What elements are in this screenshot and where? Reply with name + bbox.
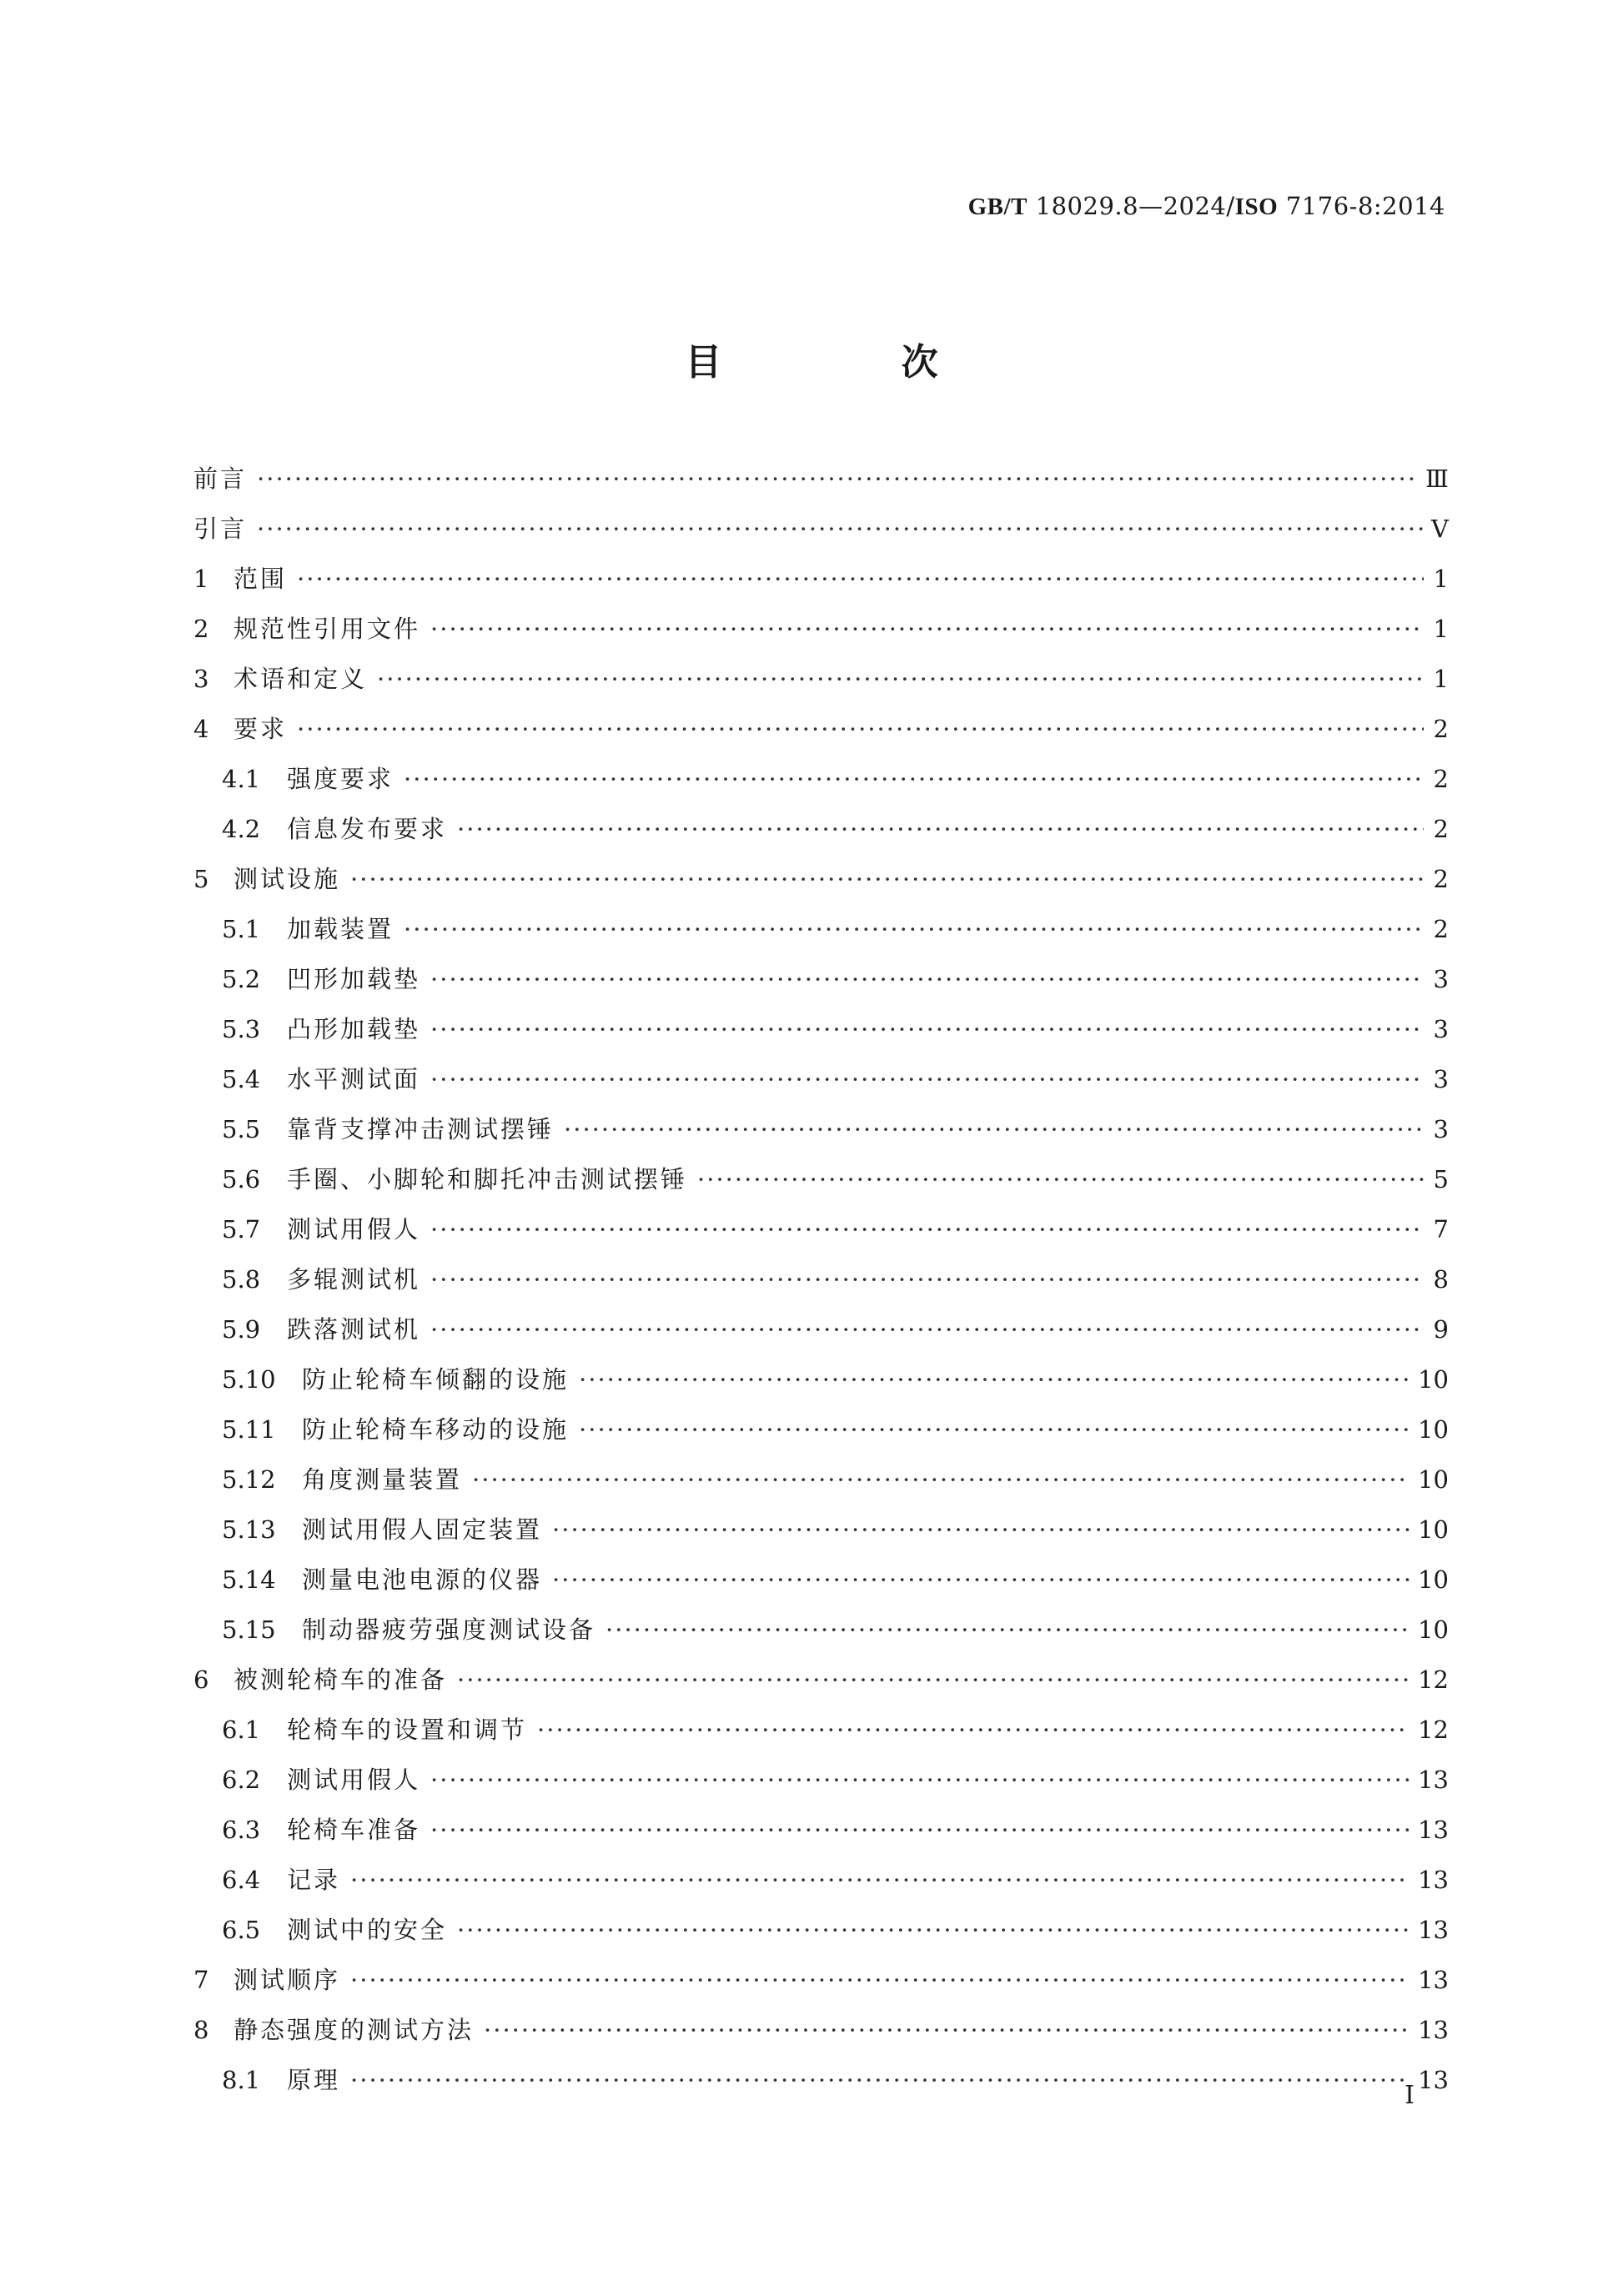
toc-entry-page: 2 [1433, 715, 1449, 743]
toc-entry-page: 13 [1418, 2016, 1449, 2044]
toc-entry-number: 6.4 [222, 1866, 261, 1894]
toc-entry-label: 规范性引用文件 [234, 615, 421, 643]
toc-entry-page: 10 [1418, 1415, 1449, 1444]
dot-leader [257, 515, 1423, 543]
toc-entry-number: 2 [193, 615, 209, 643]
toc-entry[interactable] [193, 761, 1449, 811]
toc-entry-number: 6.3 [222, 1816, 261, 1844]
standard-code-prefix: GB/T [967, 193, 1028, 220]
toc-entry-number: 5.1 [222, 915, 261, 943]
toc-entry-page: 3 [1433, 1015, 1449, 1043]
toc-entry[interactable] [193, 1411, 1449, 1461]
toc-entry-number: 5.3 [222, 1015, 261, 1043]
toc-entry-page: 3 [1433, 1065, 1449, 1093]
toc-entry-number: 6.1 [222, 1716, 261, 1744]
dot-leader [552, 1515, 1409, 1544]
toc-entry-page: 9 [1433, 1315, 1449, 1344]
toc-entry-label: 测试用假人 [287, 1215, 421, 1243]
toc-entry-number: 5.4 [222, 1065, 261, 1093]
toc-entry-number: 4.2 [222, 815, 261, 843]
toc-entry-number: 5.12 [222, 1465, 276, 1494]
toc-entry-page: 10 [1418, 1565, 1449, 1594]
toc-entry[interactable] [193, 661, 1449, 711]
standard-code [968, 192, 1445, 221]
toc-entry-number: 5.15 [222, 1615, 276, 1644]
toc-entry[interactable] [193, 510, 1449, 560]
toc-entry-label: 原理 [287, 2066, 341, 2094]
standard-code-number: 18029.8—2024/ [1035, 192, 1235, 220]
toc-entry[interactable] [193, 460, 1449, 510]
toc-entry-number: 5.5 [222, 1115, 261, 1143]
toc-entry-label: 凸形加载垫 [287, 1015, 421, 1043]
dot-leader [564, 1115, 1424, 1143]
toc-entry[interactable] [193, 560, 1449, 610]
toc-entry-number: 5.8 [222, 1265, 261, 1294]
toc-entry-page: 13 [1418, 1816, 1449, 1844]
toc-entry[interactable] [193, 1711, 1449, 1761]
toc-entry-label: 引言 [193, 515, 248, 543]
toc-entry-label: 跌落测试机 [287, 1315, 421, 1344]
dot-leader [430, 1816, 1409, 1844]
toc-entry-page: 13 [1418, 1966, 1449, 1994]
toc-entry[interactable] [193, 1261, 1449, 1311]
toc-entry-page: 13 [1418, 1866, 1449, 1894]
toc-entry-number: 3 [193, 665, 209, 693]
toc-entry-number: 7 [193, 1966, 209, 1994]
toc-entry-label: 静态强度的测试方法 [234, 2016, 475, 2044]
toc-entry-label: 强度要求 [287, 765, 394, 793]
dot-leader [579, 1365, 1409, 1394]
toc-entry[interactable] [193, 1111, 1449, 1161]
toc-entry-label: 测试中的安全 [287, 1916, 448, 1944]
iso-code-prefix: ISO [1234, 193, 1279, 220]
toc-entry[interactable] [193, 861, 1449, 911]
toc-entry[interactable] [193, 1561, 1449, 1611]
toc-entry[interactable] [193, 1912, 1449, 1962]
toc-entry[interactable] [193, 1811, 1449, 1861]
toc-entry-label: 要求 [234, 715, 288, 743]
toc-entry[interactable] [193, 1761, 1449, 1811]
toc-entry-page: Ⅲ [1425, 465, 1449, 493]
toc-entry-label: 手圈、小脚轮和脚托冲击测试摆锤 [287, 1165, 688, 1193]
toc-entry-label: 测量电池电源的仪器 [302, 1565, 543, 1594]
toc-entry[interactable] [193, 1861, 1449, 1912]
dot-leader [350, 2066, 1409, 2094]
toc-entry[interactable] [193, 811, 1449, 861]
dot-leader [552, 1565, 1409, 1594]
toc-entry-page: 13 [1418, 1916, 1449, 1944]
toc-entry-page: Ⅴ [1431, 515, 1449, 543]
dot-leader [350, 865, 1424, 893]
toc-entry[interactable] [193, 911, 1449, 961]
toc-entry-label: 轮椅车的设置和调节 [287, 1716, 528, 1744]
toc-entry[interactable] [193, 1962, 1449, 2012]
toc-entry-label: 防止轮椅车倾翻的设施 [302, 1365, 570, 1394]
toc-entry-page: 2 [1433, 915, 1449, 943]
dot-leader [457, 815, 1424, 843]
toc-entry-number: 6.2 [222, 1766, 261, 1794]
toc-entry[interactable] [193, 711, 1449, 761]
dot-leader [430, 1065, 1424, 1093]
toc-entry[interactable] [193, 1061, 1449, 1111]
toc-entry-number: 5.13 [222, 1515, 276, 1544]
toc-entry-number: 4 [193, 715, 209, 743]
toc-entry-number: 5.7 [222, 1215, 261, 1243]
toc-entry-page: 3 [1433, 965, 1449, 993]
toc-entry-number: 8.1 [222, 2066, 261, 2094]
dot-leader [350, 1966, 1409, 1994]
toc-entry-label: 测试用假人 [287, 1766, 421, 1794]
toc-entry[interactable] [193, 961, 1449, 1011]
toc-entry-page: 7 [1433, 1215, 1449, 1243]
toc-entry[interactable] [193, 2062, 1449, 2112]
toc-entry-label: 靠背支撑冲击测试摆锤 [287, 1115, 555, 1143]
toc-entry-label: 测试用假人固定装置 [302, 1515, 543, 1544]
toc-entry-label: 信息发布要求 [287, 815, 448, 843]
dot-leader [605, 1615, 1409, 1644]
dot-leader [350, 1866, 1409, 1894]
toc-entry-label: 被测轮椅车的准备 [234, 1665, 448, 1694]
toc-entry-page: 1 [1433, 565, 1449, 593]
toc-entry-page: 2 [1433, 865, 1449, 893]
dot-leader [697, 1165, 1424, 1193]
toc-entry-page: 2 [1433, 765, 1449, 793]
dot-leader [430, 965, 1424, 993]
toc-entry-label: 角度测量装置 [302, 1465, 463, 1494]
dot-leader [457, 1665, 1409, 1694]
toc-entry[interactable] [193, 1361, 1449, 1411]
dot-leader [297, 715, 1424, 743]
toc-entry-label: 凹形加载垫 [287, 965, 421, 993]
dot-leader [257, 465, 1417, 493]
toc-entry[interactable] [193, 610, 1449, 661]
toc-entry-page: 10 [1418, 1515, 1449, 1544]
toc-entry-label: 前言 [193, 465, 248, 493]
dot-leader [430, 1215, 1424, 1243]
page-number: I [1404, 2081, 1414, 2110]
toc-entry-page: 2 [1433, 815, 1449, 843]
dot-leader [377, 665, 1424, 693]
toc-entry[interactable] [193, 1461, 1449, 1511]
toc-entry-number: 4.1 [222, 765, 261, 793]
toc-entry-label: 轮椅车准备 [287, 1816, 421, 1844]
toc-entry-page: 1 [1433, 615, 1449, 643]
toc-entry[interactable] [193, 1211, 1449, 1261]
toc-entry-label: 测试顺序 [234, 1966, 341, 1994]
dot-leader [297, 565, 1424, 593]
toc-entry[interactable] [193, 1311, 1449, 1361]
toc-entry-page: 5 [1433, 1165, 1449, 1193]
toc-entry-number: 5.9 [222, 1315, 261, 1344]
dot-leader [430, 1265, 1424, 1294]
toc-entry-label: 范围 [234, 565, 288, 593]
toc-entry-number: 6 [193, 1665, 209, 1694]
table-of-contents [193, 460, 1449, 2112]
dot-leader [430, 1766, 1409, 1794]
dot-leader [404, 915, 1424, 943]
dot-leader [430, 1015, 1424, 1043]
toc-entry[interactable] [193, 1161, 1449, 1211]
toc-entry[interactable] [193, 1611, 1449, 1661]
toc-entry-page: 8 [1433, 1265, 1449, 1294]
dot-leader [404, 765, 1424, 793]
dot-leader [484, 2016, 1409, 2044]
dot-leader [457, 1916, 1409, 1944]
dot-leader [430, 615, 1424, 643]
dot-leader [579, 1415, 1409, 1444]
toc-entry-number: 5.6 [222, 1165, 261, 1193]
toc-entry-page: 10 [1418, 1465, 1449, 1494]
toc-entry-page: 12 [1418, 1665, 1449, 1694]
toc-entry-label: 多辊测试机 [287, 1265, 421, 1294]
dot-leader [472, 1465, 1409, 1494]
toc-entry-label: 制动器疲劳强度测试设备 [302, 1615, 596, 1644]
toc-entry-number: 5 [193, 865, 209, 893]
toc-entry-page: 1 [1433, 665, 1449, 693]
toc-entry[interactable] [193, 1661, 1449, 1711]
toc-entry[interactable] [193, 1511, 1449, 1561]
toc-entry-label: 水平测试面 [287, 1065, 421, 1093]
toc-entry-label: 测试设施 [234, 865, 341, 893]
dot-leader [430, 1315, 1424, 1344]
toc-entry-page: 3 [1433, 1115, 1449, 1143]
toc-entry-page: 13 [1418, 1766, 1449, 1794]
toc-entry-number: 5.10 [222, 1365, 276, 1394]
page-title: 目 次 [685, 341, 1022, 384]
toc-entry-page: 12 [1418, 1716, 1449, 1744]
toc-entry[interactable] [193, 1011, 1449, 1061]
toc-entry-number: 8 [193, 2016, 209, 2044]
toc-entry-number: 1 [193, 565, 209, 593]
toc-entry-number: 5.14 [222, 1565, 276, 1594]
toc-entry-page: 10 [1418, 1365, 1449, 1394]
iso-code-number: 7176-8:2014 [1285, 192, 1445, 220]
toc-entry-number: 5.11 [222, 1415, 276, 1444]
toc-entry-label: 记录 [287, 1866, 341, 1894]
toc-entry-number: 6.5 [222, 1916, 261, 1944]
toc-entry-page: 13 [1418, 2066, 1449, 2094]
toc-entry-label: 防止轮椅车移动的设施 [302, 1415, 570, 1444]
toc-entry-number: 5.2 [222, 965, 261, 993]
toc-entry-label: 术语和定义 [234, 665, 368, 693]
toc-entry-page: 10 [1418, 1615, 1449, 1644]
toc-entry[interactable] [193, 2012, 1449, 2062]
dot-leader [537, 1716, 1409, 1744]
toc-entry-label: 加载装置 [287, 915, 394, 943]
